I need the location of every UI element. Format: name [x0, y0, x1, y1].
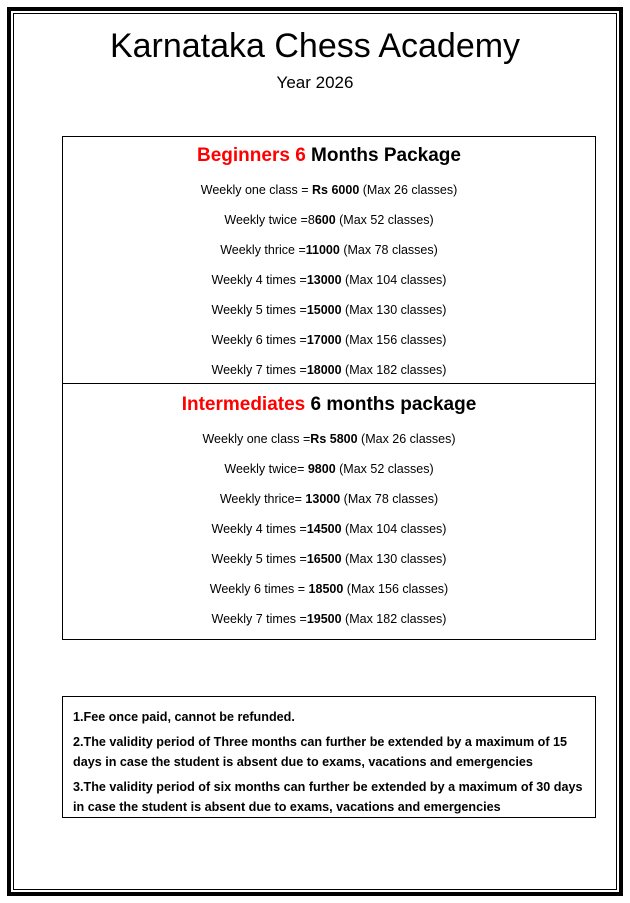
price-row: Weekly one class =Rs 5800 (Max 26 classes) — [202, 432, 456, 446]
price-row: Weekly 5 times =16500 (Max 130 classes) — [211, 552, 447, 566]
price-row: Weekly thrice= 13000 (Max 78 classes) — [219, 492, 439, 506]
price-row: Weekly 5 times =15000 (Max 130 classes) — [211, 303, 447, 317]
page-subtitle: Year 2026 — [276, 73, 354, 92]
terms-notes-box — [62, 696, 596, 818]
beginners-section-title — [63, 143, 595, 169]
price-row: Weekly twice =8600 (Max 52 classes) — [224, 213, 434, 227]
intermediates-section-title — [63, 392, 595, 418]
price-row: Weekly 7 times =19500 (Max 182 classes) — [211, 612, 447, 626]
price-row: Weekly 4 times =14500 (Max 104 classes) — [211, 522, 447, 536]
price-row: Weekly 7 times =18000 (Max 182 classes) — [211, 363, 447, 377]
note-three-month-validity: 2.The validity period of Three months can further be extended by a maximum of 15 days in case the student is absent due to exams, vacations and emergencies — [73, 735, 568, 769]
price-row: Weekly 6 times =17000 (Max 156 classes) — [211, 333, 447, 347]
page-title: Karnataka Chess Academy — [109, 27, 521, 65]
price-row: Weekly 6 times = 18500 (Max 156 classes) — [209, 582, 449, 596]
price-row: Weekly twice= 9800 (Max 52 classes) — [224, 462, 434, 476]
beginners-title-black-part: Months Package — [311, 145, 461, 166]
price-row: Weekly one class = Rs 6000 (Max 26 classes) — [200, 183, 458, 197]
beginners-title-red-part: Beginners 6 — [197, 145, 306, 166]
intermediates-title-black-part: 6 months package — [310, 394, 477, 415]
price-row: Weekly thrice =11000 (Max 78 classes) — [220, 243, 438, 257]
page-inner-border — [13, 13, 617, 890]
price-row: Weekly 4 times =13000 (Max 104 classes) — [211, 273, 447, 287]
note-six-month-validity: 3.The validity period of six months can further be extended by a maximum of 30 days in case the student is absent due to exams, vacations and emergencies — [73, 780, 583, 814]
beginners-section — [63, 137, 595, 383]
packages-box — [62, 136, 596, 640]
intermediates-section — [63, 383, 595, 639]
intermediates-title-red-part: Intermediates — [181, 394, 306, 415]
note-refund-policy: 1.Fee once paid, cannot be refunded. — [73, 710, 295, 724]
page-outer-border — [7, 7, 623, 896]
